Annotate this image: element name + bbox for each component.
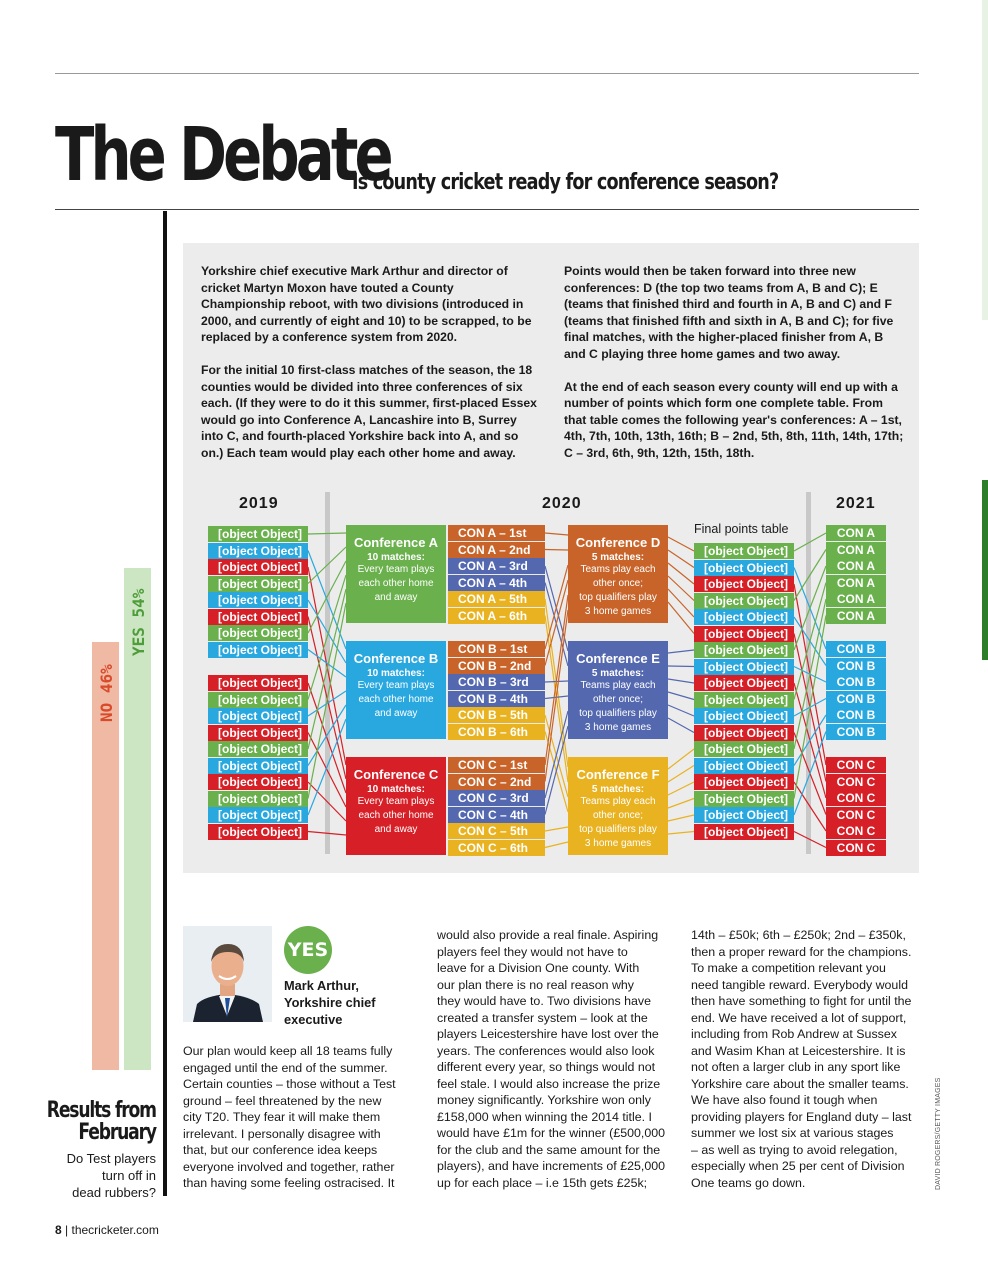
- body-line: players), and have increments of £25,000: [437, 1159, 665, 1173]
- body-line: than having some feeling ostracised. It: [183, 1176, 395, 1190]
- conference-title: Conference E: [576, 651, 660, 666]
- conference-position-cell: CON C – 5th: [448, 823, 545, 839]
- conference-position-cell: CON C – 1st: [448, 757, 545, 773]
- conference-desc: Teams play each: [580, 564, 656, 575]
- final-table-cell: [object Object]: [694, 675, 794, 691]
- conference-position-cell: CON B – 4th: [448, 691, 545, 707]
- body-line: summer we lost six at various stages: [691, 1126, 894, 1140]
- conference-desc: each other home: [358, 694, 434, 705]
- next-conference-cell: CON B: [826, 641, 886, 657]
- conference-position-cell: CON C – 3rd: [448, 790, 545, 806]
- final-table-cell: [object Object]: [694, 543, 794, 559]
- final-table-cell: [object Object]: [694, 774, 794, 790]
- conference-matches: 10 matches:: [367, 784, 425, 795]
- conference-position-cell: CON A – 2nd: [448, 542, 545, 558]
- body-line: our plan there is no real reason why: [437, 977, 634, 992]
- poll-heading: Results from: [46, 1098, 156, 1123]
- div1-cell: [object Object]: [208, 609, 308, 625]
- body-line: end. We have received a lot of support,: [691, 1010, 907, 1025]
- div2-cell: [object Object]: [208, 824, 308, 840]
- conference-second-box: [568, 757, 668, 855]
- separator: [325, 492, 330, 854]
- conference-desc: other once;: [592, 694, 644, 705]
- top-rule: [55, 73, 919, 74]
- div1-cell: [object Object]: [208, 576, 308, 592]
- body-line: players Leicestershire have lost over the: [437, 1027, 659, 1041]
- final-table-cell: [object Object]: [694, 725, 794, 741]
- body-line: To make a competition relevant you: [691, 961, 886, 975]
- final-table-title: Final points table: [694, 522, 789, 536]
- body-line: up for each place – i.e 15th gets £25k;: [437, 1175, 648, 1190]
- body-line: leave for a Division One county. With: [437, 961, 640, 975]
- body-line: Yorkshire care about the smaller teams.: [691, 1076, 909, 1091]
- poll-question-line: Do Test players: [66, 1151, 156, 1166]
- conference-desc: and away: [374, 592, 418, 603]
- body-line: years. The conferences would also look: [437, 1043, 655, 1058]
- body-line: engaged until the end of the summer.: [183, 1060, 388, 1075]
- body-line: players feel they would not have to: [437, 944, 628, 959]
- conference-desc: each other home: [358, 578, 434, 589]
- body-line: money significantly. Yorkshire won only: [437, 1093, 651, 1107]
- body-line: providing players for England duty – last: [691, 1109, 912, 1124]
- body-line: especially when 25 per cent of Division: [691, 1159, 905, 1173]
- div2-cell: [object Object]: [208, 675, 308, 691]
- final-table-cell: [object Object]: [694, 791, 794, 807]
- final-table-cell: [object Object]: [694, 692, 794, 708]
- next-conference-cell: CON A: [826, 542, 886, 558]
- conference-desc: 3 home games: [584, 722, 652, 733]
- final-table-cell: [object Object]: [694, 626, 794, 642]
- conference-desc: top qualifiers play: [579, 824, 657, 835]
- div1-cell: [object Object]: [208, 526, 308, 542]
- conference-desc: and away: [374, 708, 418, 719]
- next-conference-cell: CON C: [826, 807, 886, 823]
- conference-desc: other once;: [592, 578, 644, 589]
- conference-position-cell: CON B – 5th: [448, 707, 545, 723]
- vertical-accent-bar: [163, 211, 167, 1196]
- body-line: created a transfer system – look at the: [437, 1010, 648, 1025]
- conference-position-cell: CON B – 6th: [448, 724, 545, 740]
- site-name: thecricketer.com: [71, 1223, 159, 1237]
- next-conference-cell: CON C: [826, 774, 886, 790]
- body-line: not often a larger club in any sport like: [691, 1060, 901, 1074]
- body-column-1: [183, 1043, 396, 1192]
- conference-desc: top qualifiers play: [579, 592, 657, 603]
- conference-matches: 5 matches:: [591, 784, 645, 795]
- edge-strip: [982, 480, 988, 660]
- conference-desc: and away: [374, 824, 418, 835]
- body-line: then a proper reward for the champions.: [691, 944, 912, 959]
- intro-right: [564, 263, 904, 478]
- body-line: everyone involved and together, rather: [183, 1159, 395, 1174]
- year-2021: 2021: [836, 495, 876, 512]
- body-line: would have £1m for the winner (£500,000: [437, 1126, 665, 1140]
- conference-first-box: [346, 641, 446, 739]
- final-table-cell: [object Object]: [694, 560, 794, 576]
- poll-question-line: dead rubbers?: [72, 1185, 156, 1200]
- intro-paragraph: Yorkshire chief executive Mark Arthur and director of cricket Martyn Moxon have touted a County Championship reboot, with two divisions (introduced in 2000, and currently of eight and 10) to be scrapped, to be replaced by a conference system from 2020.: [201, 264, 532, 345]
- conference-matches: 5 matches:: [591, 668, 645, 679]
- conference-desc: top qualifiers play: [579, 708, 657, 719]
- author-name: [284, 977, 394, 1028]
- conference-desc: each other home: [358, 810, 434, 821]
- poll-heading: February: [78, 1120, 156, 1145]
- body-line: We have also found it tough when: [691, 1093, 878, 1107]
- conference-title: Conference F: [576, 767, 660, 782]
- body-line: irrelevant. I personally disagree with: [183, 1126, 381, 1141]
- year-2019: 2019: [239, 495, 279, 512]
- poll-yes-label: YES 54%: [129, 588, 148, 656]
- next-conference-cell: CON A: [826, 558, 886, 574]
- next-conference-cell: CON B: [826, 707, 886, 723]
- final-table-cell: [object Object]: [694, 708, 794, 724]
- conference-desc: Every team plays: [357, 680, 435, 691]
- conference-position-cell: CON C – 2nd: [448, 774, 545, 790]
- author-line: Mark Arthur,: [284, 978, 359, 993]
- edge-strip: [982, 0, 988, 320]
- div2-cell: [object Object]: [208, 758, 308, 774]
- body-line: city T20. They fear it will make them: [183, 1110, 381, 1124]
- body-line: that, but our conference idea keeps: [183, 1143, 378, 1157]
- body-line: £158,000 when winning the 2014 title. I: [437, 1109, 652, 1124]
- next-conference-cell: CON B: [826, 658, 886, 674]
- conference-matches: 10 matches:: [367, 668, 425, 679]
- body-line: – as well as trying to avoid relegation,: [691, 1142, 898, 1157]
- conference-position-cell: CON A – 1st: [448, 525, 545, 541]
- body-column-3: [691, 927, 911, 1191]
- body-line: then have something to fight for until the: [691, 994, 912, 1008]
- conference-title: Conference C: [353, 767, 439, 782]
- body-line: including from Rob Andrew at Sussex: [691, 1027, 897, 1041]
- title-rule: [55, 209, 919, 210]
- body-line: One teams go down.: [691, 1175, 806, 1190]
- conference-position-cell: CON B – 2nd: [448, 658, 545, 674]
- final-table-cell: [object Object]: [694, 609, 794, 625]
- final-table-cell: [object Object]: [694, 659, 794, 675]
- div1-cell: [object Object]: [208, 559, 308, 575]
- next-conference-cell: CON A: [826, 608, 886, 624]
- next-conference-cell: CON C: [826, 790, 886, 806]
- next-conference-cell: CON B: [826, 724, 886, 740]
- conference-second-box: [568, 641, 668, 739]
- final-table-cell: [object Object]: [694, 807, 794, 823]
- poll-results: [16, 1100, 156, 1201]
- body-line: different every year, so things would not: [437, 1060, 656, 1074]
- conference-position-cell: CON C – 6th: [448, 840, 545, 856]
- poll-no-label: NO 46%: [97, 664, 116, 722]
- div2-cell: [object Object]: [208, 774, 308, 790]
- body-line: they would have to. Two divisions have: [437, 994, 651, 1008]
- div2-cell: [object Object]: [208, 791, 308, 807]
- poll-question-line: turn off in: [102, 1168, 156, 1183]
- div2-cell: [object Object]: [208, 741, 308, 757]
- page-footer: 8 | thecricketer.com: [55, 1223, 159, 1237]
- div1-cell: [object Object]: [208, 625, 308, 641]
- intro-paragraph: Points would then be taken forward into three new conferences: D (the top two teams from A, B and C); E (teams that finished third and fourth in A, B and C) and F (teams that finished fifth and sixth in A, B and C); for five final matches, with the higher-placed finisher from A, B and C playing three home games and two away.: [564, 264, 894, 361]
- conference-matches: 5 matches:: [591, 552, 645, 563]
- next-conference-cell: CON A: [826, 525, 886, 541]
- year-2020: 2020: [542, 495, 582, 512]
- conference-title: Conference D: [575, 535, 661, 550]
- next-conference-cell: CON A: [826, 575, 886, 591]
- conference-position-cell: CON A – 5th: [448, 591, 545, 607]
- final-table-cell: [object Object]: [694, 642, 794, 658]
- conference-position-cell: CON B – 3rd: [448, 674, 545, 690]
- poll-question: [16, 1150, 156, 1201]
- conference-title: Conference A: [353, 535, 439, 550]
- conference-desc: 3 home games: [584, 606, 652, 617]
- intro-paragraph: For the initial 10 first-class matches of the season, the 18 counties would be divided into three conferences of six each. (If they were to do it this summer, first-placed Essex would go into Conference A, Lancashire into B, Surrey into C, and fourth-placed Yorkshire back into A, and so on.) Each team would play each other home and away.: [201, 362, 537, 460]
- next-conference-cell: CON A: [826, 591, 886, 607]
- body-line: Certain counties – those without a Test: [183, 1077, 396, 1091]
- intro-left: [201, 263, 541, 478]
- conference-position-cell: CON A – 3rd: [448, 558, 545, 574]
- body-line: 14th – £50k; 6th – £250k; 2nd – £350k,: [691, 928, 906, 942]
- final-table-cell: [object Object]: [694, 824, 794, 840]
- conference-first-box: [346, 757, 446, 855]
- author-line: executive: [284, 1012, 343, 1027]
- body-line: for the club and the same amount for the: [437, 1142, 661, 1157]
- conference-position-cell: CON B – 1st: [448, 641, 545, 657]
- intro-paragraph: At the end of each season every county will end up with a number of points which form one complete table. From that table comes the following year's conferences: A – 1st, 4th, 7th, 10th, 13th, 16th; B – 2nd, 5th, 8th, 11th, 14th, 17th; C – 3rd, 6th, 9th, 12th, 15th, 18th.: [564, 379, 904, 460]
- div2-cell: [object Object]: [208, 807, 308, 823]
- conference-desc: Every team plays: [357, 564, 435, 575]
- body-line: and Wasim Khan at Leicestershire. It is: [691, 1043, 906, 1058]
- body-line: ground – feel threatened by the new: [183, 1093, 382, 1108]
- conference-title: Conference B: [353, 651, 439, 666]
- body-line: need tangible reward. Everybody would: [691, 977, 908, 992]
- final-table-cell: [object Object]: [694, 576, 794, 592]
- div1-cell: [object Object]: [208, 642, 308, 658]
- next-conference-cell: CON B: [826, 691, 886, 707]
- body-column-2: [437, 927, 665, 1191]
- next-conference-cell: CON C: [826, 823, 886, 839]
- next-conference-cell: CON C: [826, 757, 886, 773]
- page-subtitle: Is county cricket ready for conference season?: [352, 170, 779, 195]
- body-line: would also provide a real finale. Aspiring: [437, 928, 659, 942]
- author-line: Yorkshire chief: [284, 995, 376, 1010]
- page-number: 8: [55, 1223, 62, 1237]
- body-line: Our plan would keep all 18 teams fully: [183, 1044, 393, 1058]
- div1-cell: [object Object]: [208, 592, 308, 608]
- conference-desc: other once;: [592, 810, 644, 821]
- next-conference-cell: CON C: [826, 840, 886, 856]
- div2-cell: [object Object]: [208, 692, 308, 708]
- conference-desc: Teams play each: [580, 796, 656, 807]
- final-table-cell: [object Object]: [694, 758, 794, 774]
- conference-second-box: [568, 525, 668, 623]
- conference-first-box: [346, 525, 446, 623]
- photo-credit: DAVID ROGERS/GETTY IMAGES: [935, 1077, 942, 1190]
- conference-desc: Every team plays: [357, 796, 435, 807]
- mark-arthur-photo: [183, 926, 272, 1022]
- separator: [806, 492, 811, 854]
- final-table-cell: [object Object]: [694, 741, 794, 757]
- conference-position-cell: CON A – 4th: [448, 575, 545, 591]
- conference-position-cell: CON A – 6th: [448, 608, 545, 624]
- conference-position-cell: CON C – 4th: [448, 807, 545, 823]
- conference-matches: 10 matches:: [367, 552, 425, 563]
- final-table-cell: [object Object]: [694, 593, 794, 609]
- body-line: feel stale. I would also increase the prize: [437, 1076, 661, 1091]
- conference-desc: 3 home games: [584, 838, 652, 849]
- div2-cell: [object Object]: [208, 725, 308, 741]
- conference-desc: Teams play each: [580, 680, 656, 691]
- div2-cell: [object Object]: [208, 708, 308, 724]
- page-title: The Debate: [55, 112, 390, 198]
- yes-badge: YES: [284, 926, 332, 974]
- next-conference-cell: CON B: [826, 674, 886, 690]
- div1-cell: [object Object]: [208, 543, 308, 559]
